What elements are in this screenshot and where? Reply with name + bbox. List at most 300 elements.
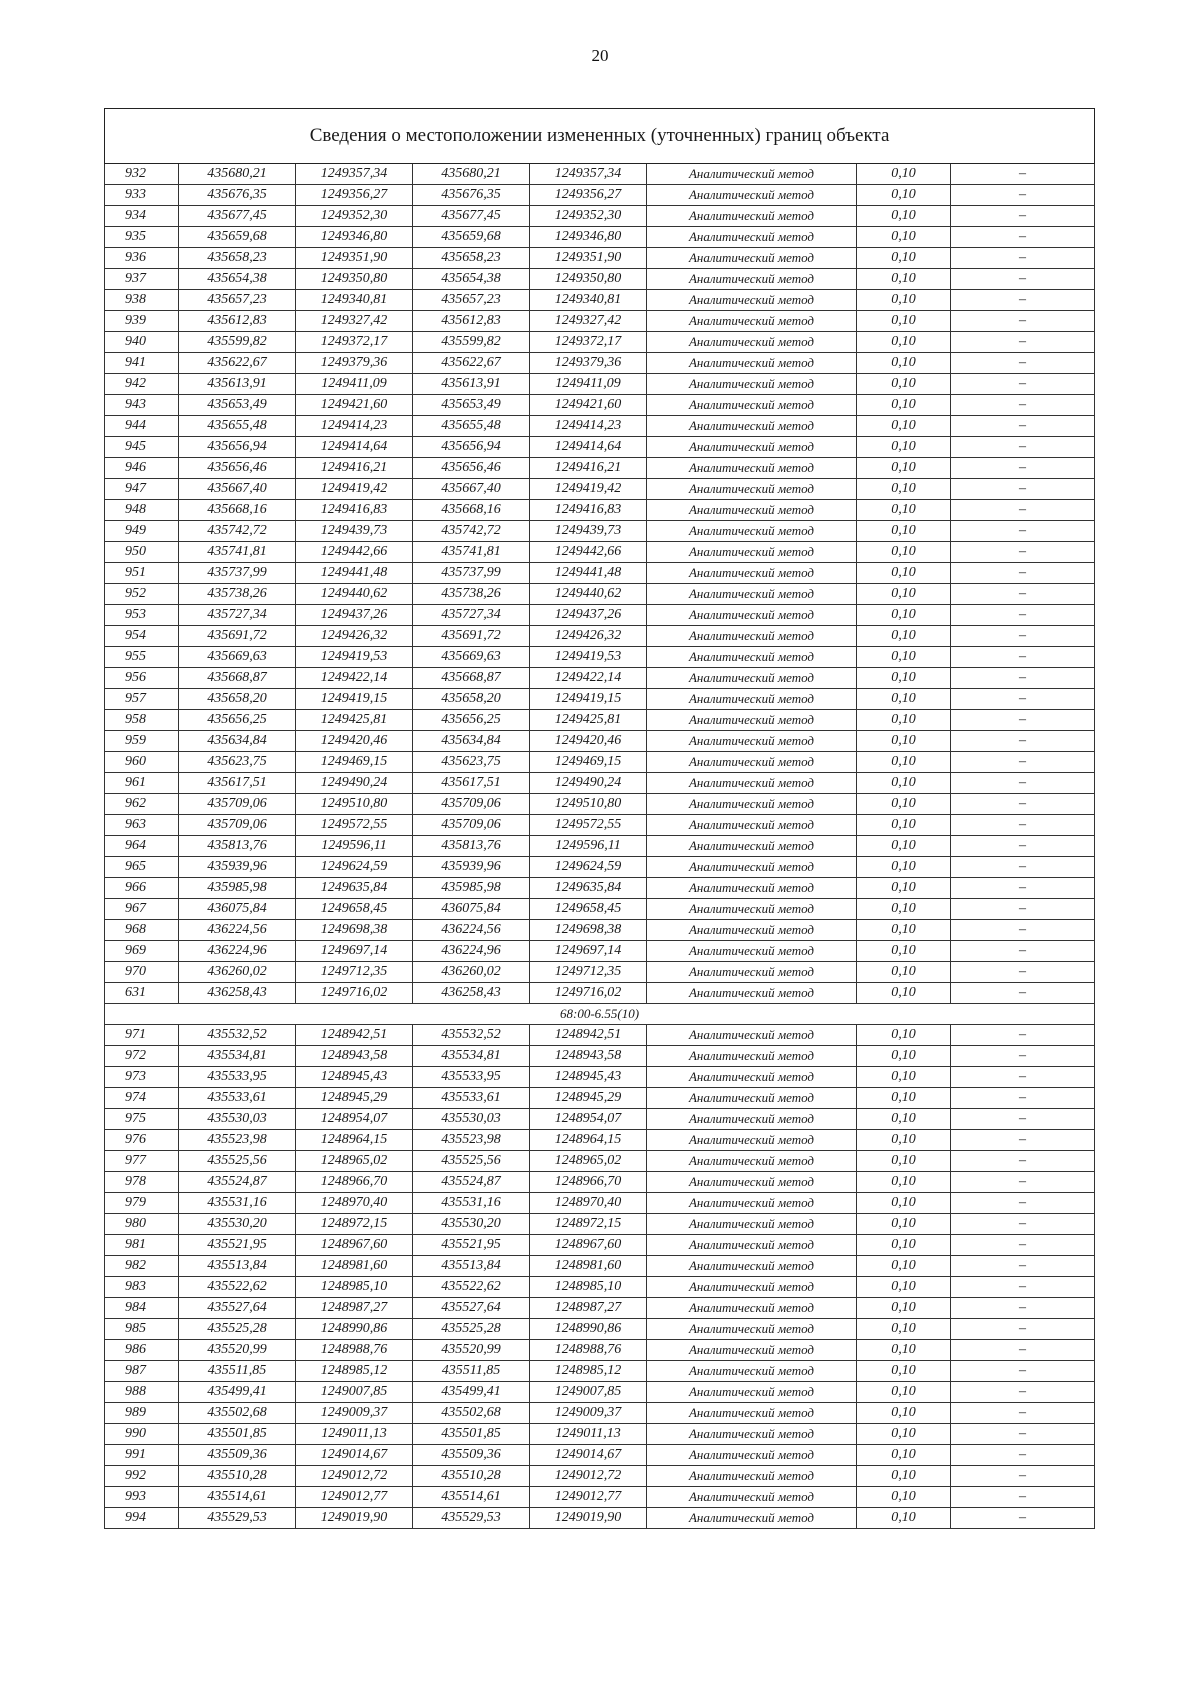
y-coord-new-cell: 1249441,48 — [530, 563, 647, 584]
x-coord-new-cell: 436075,84 — [413, 899, 530, 920]
accuracy-cell: 0,10 — [857, 416, 951, 437]
table-row — [105, 815, 1095, 836]
table-body — [105, 164, 1095, 1529]
x-coord-new-cell: 435612,83 — [413, 311, 530, 332]
y-coord-cell: 1249416,21 — [296, 458, 413, 479]
y-coord-cell: 1249340,81 — [296, 290, 413, 311]
dash-cell: – — [951, 647, 1095, 668]
y-coord-new-cell: 1248945,43 — [530, 1067, 647, 1088]
table-row — [105, 185, 1095, 206]
method-cell: Аналитический метод — [647, 1130, 857, 1151]
x-coord-cell: 435709,06 — [179, 794, 296, 815]
x-coord-new-cell: 435623,75 — [413, 752, 530, 773]
y-coord-cell: 1249019,90 — [296, 1508, 413, 1529]
table-row — [105, 1487, 1095, 1508]
accuracy-cell: 0,10 — [857, 1235, 951, 1256]
x-coord-new-cell: 435533,95 — [413, 1067, 530, 1088]
dash-cell: – — [951, 605, 1095, 626]
table-row — [105, 1025, 1095, 1046]
accuracy-cell: 0,10 — [857, 584, 951, 605]
y-coord-cell: 1248990,86 — [296, 1319, 413, 1340]
method-cell: Аналитический метод — [647, 1235, 857, 1256]
x-coord-new-cell: 435668,87 — [413, 668, 530, 689]
accuracy-cell: 0,10 — [857, 311, 951, 332]
dash-cell: – — [951, 1487, 1095, 1508]
point-number-cell: 983 — [105, 1277, 179, 1298]
x-coord-cell: 436260,02 — [179, 962, 296, 983]
accuracy-cell: 0,10 — [857, 605, 951, 626]
y-coord-cell: 1249658,45 — [296, 899, 413, 920]
accuracy-cell: 0,10 — [857, 1319, 951, 1340]
table-row — [105, 1235, 1095, 1256]
y-coord-cell: 1249440,62 — [296, 584, 413, 605]
table-row — [105, 647, 1095, 668]
method-cell: Аналитический метод — [647, 1487, 857, 1508]
y-coord-cell: 1249419,53 — [296, 647, 413, 668]
y-coord-new-cell: 1249414,64 — [530, 437, 647, 458]
method-cell: Аналитический метод — [647, 731, 857, 752]
table-row — [105, 1256, 1095, 1277]
x-coord-new-cell: 435613,91 — [413, 374, 530, 395]
point-number-cell: 950 — [105, 542, 179, 563]
y-coord-new-cell: 1249442,66 — [530, 542, 647, 563]
x-coord-cell: 436075,84 — [179, 899, 296, 920]
y-coord-new-cell: 1249421,60 — [530, 395, 647, 416]
accuracy-cell: 0,10 — [857, 1445, 951, 1466]
y-coord-new-cell: 1249350,80 — [530, 269, 647, 290]
dash-cell: – — [951, 1046, 1095, 1067]
point-number-cell: 954 — [105, 626, 179, 647]
x-coord-cell: 435525,56 — [179, 1151, 296, 1172]
point-number-cell: 946 — [105, 458, 179, 479]
y-coord-cell: 1248972,15 — [296, 1214, 413, 1235]
x-coord-new-cell: 435657,23 — [413, 290, 530, 311]
y-coord-new-cell: 1249019,90 — [530, 1508, 647, 1529]
y-coord-cell: 1249414,64 — [296, 437, 413, 458]
table-row — [105, 248, 1095, 269]
table-row — [105, 1403, 1095, 1424]
y-coord-new-cell: 1249351,90 — [530, 248, 647, 269]
dash-cell: – — [951, 479, 1095, 500]
y-coord-cell: 1249698,38 — [296, 920, 413, 941]
accuracy-cell: 0,10 — [857, 227, 951, 248]
point-number-cell: 994 — [105, 1508, 179, 1529]
y-coord-cell: 1248966,70 — [296, 1172, 413, 1193]
method-cell: Аналитический метод — [647, 668, 857, 689]
point-number-cell: 970 — [105, 962, 179, 983]
y-coord-new-cell: 1248942,51 — [530, 1025, 647, 1046]
table-row — [105, 353, 1095, 374]
table-row — [105, 836, 1095, 857]
x-coord-cell: 435680,21 — [179, 164, 296, 185]
x-coord-new-cell: 436258,43 — [413, 983, 530, 1004]
table-row — [105, 542, 1095, 563]
dash-cell: – — [951, 1466, 1095, 1487]
method-cell: Аналитический метод — [647, 941, 857, 962]
x-coord-cell: 435742,72 — [179, 521, 296, 542]
x-coord-cell: 435691,72 — [179, 626, 296, 647]
x-coord-cell: 435522,62 — [179, 1277, 296, 1298]
y-coord-new-cell: 1249009,37 — [530, 1403, 647, 1424]
y-coord-cell: 1249351,90 — [296, 248, 413, 269]
dash-cell: – — [951, 1508, 1095, 1529]
y-coord-cell: 1249624,59 — [296, 857, 413, 878]
point-number-cell: 962 — [105, 794, 179, 815]
point-number-cell: 986 — [105, 1340, 179, 1361]
point-number-cell: 972 — [105, 1046, 179, 1067]
dash-cell: – — [951, 1067, 1095, 1088]
method-cell: Аналитический метод — [647, 500, 857, 521]
y-coord-new-cell: 1249635,84 — [530, 878, 647, 899]
table-row — [105, 794, 1095, 815]
y-coord-cell: 1248945,29 — [296, 1088, 413, 1109]
method-cell: Аналитический метод — [647, 332, 857, 353]
table-row — [105, 332, 1095, 353]
table-row — [105, 500, 1095, 521]
dash-cell: – — [951, 248, 1095, 269]
method-cell: Аналитический метод — [647, 1172, 857, 1193]
y-coord-new-cell: 1249007,85 — [530, 1382, 647, 1403]
y-coord-new-cell: 1249419,15 — [530, 689, 647, 710]
table-row — [105, 731, 1095, 752]
y-coord-cell: 1249012,72 — [296, 1466, 413, 1487]
point-number-cell: 977 — [105, 1151, 179, 1172]
dash-cell: – — [951, 752, 1095, 773]
dash-cell: – — [951, 920, 1095, 941]
y-coord-new-cell: 1249011,13 — [530, 1424, 647, 1445]
accuracy-cell: 0,10 — [857, 290, 951, 311]
method-cell: Аналитический метод — [647, 794, 857, 815]
y-coord-cell: 1248943,58 — [296, 1046, 413, 1067]
table-row — [105, 1067, 1095, 1088]
dash-cell: – — [951, 1172, 1095, 1193]
x-coord-cell: 435529,53 — [179, 1508, 296, 1529]
method-cell: Аналитический метод — [647, 1424, 857, 1445]
method-cell: Аналитический метод — [647, 815, 857, 836]
x-coord-new-cell: 435499,41 — [413, 1382, 530, 1403]
point-number-cell: 933 — [105, 185, 179, 206]
x-coord-new-cell: 435634,84 — [413, 731, 530, 752]
x-coord-new-cell: 435691,72 — [413, 626, 530, 647]
table-row — [105, 626, 1095, 647]
table-row — [105, 374, 1095, 395]
x-coord-cell: 435525,28 — [179, 1319, 296, 1340]
point-number-cell: 964 — [105, 836, 179, 857]
y-coord-new-cell: 1249426,32 — [530, 626, 647, 647]
y-coord-new-cell: 1249510,80 — [530, 794, 647, 815]
y-coord-cell: 1248981,60 — [296, 1256, 413, 1277]
method-cell: Аналитический метод — [647, 479, 857, 500]
point-number-cell: 935 — [105, 227, 179, 248]
x-coord-new-cell: 435530,20 — [413, 1214, 530, 1235]
method-cell: Аналитический метод — [647, 1445, 857, 1466]
accuracy-cell: 0,10 — [857, 1151, 951, 1172]
x-coord-new-cell: 435667,40 — [413, 479, 530, 500]
point-number-cell: 956 — [105, 668, 179, 689]
accuracy-cell: 0,10 — [857, 857, 951, 878]
x-coord-new-cell: 436260,02 — [413, 962, 530, 983]
method-cell: Аналитический метод — [647, 563, 857, 584]
y-coord-cell: 1249007,85 — [296, 1382, 413, 1403]
table-row — [105, 1130, 1095, 1151]
y-coord-new-cell: 1249596,11 — [530, 836, 647, 857]
point-number-cell: 993 — [105, 1487, 179, 1508]
dash-cell: – — [951, 290, 1095, 311]
dash-cell: – — [951, 227, 1095, 248]
table-row — [105, 752, 1095, 773]
method-cell: Аналитический метод — [647, 395, 857, 416]
y-coord-cell: 1249350,80 — [296, 269, 413, 290]
x-coord-new-cell: 435669,63 — [413, 647, 530, 668]
point-number-cell: 936 — [105, 248, 179, 269]
y-coord-new-cell: 1248985,12 — [530, 1361, 647, 1382]
y-coord-new-cell: 1249420,46 — [530, 731, 647, 752]
x-coord-new-cell: 435532,52 — [413, 1025, 530, 1046]
y-coord-cell: 1248942,51 — [296, 1025, 413, 1046]
x-coord-cell: 435813,76 — [179, 836, 296, 857]
x-coord-cell: 435939,96 — [179, 857, 296, 878]
table-row — [105, 1340, 1095, 1361]
y-coord-new-cell: 1248943,58 — [530, 1046, 647, 1067]
method-cell: Аналитический метод — [647, 899, 857, 920]
point-number-cell: 966 — [105, 878, 179, 899]
y-coord-new-cell: 1249356,27 — [530, 185, 647, 206]
table-row — [105, 605, 1095, 626]
x-coord-new-cell: 435656,25 — [413, 710, 530, 731]
table-row — [105, 773, 1095, 794]
dash-cell: – — [951, 1382, 1095, 1403]
x-coord-new-cell: 435654,38 — [413, 269, 530, 290]
y-coord-cell: 1249490,24 — [296, 773, 413, 794]
x-coord-cell: 435520,99 — [179, 1340, 296, 1361]
dash-cell: – — [951, 668, 1095, 689]
accuracy-cell: 0,10 — [857, 206, 951, 227]
x-coord-new-cell: 435530,03 — [413, 1109, 530, 1130]
x-coord-new-cell: 435511,85 — [413, 1361, 530, 1382]
y-coord-cell: 1249439,73 — [296, 521, 413, 542]
accuracy-cell: 0,10 — [857, 458, 951, 479]
x-coord-cell: 435668,16 — [179, 500, 296, 521]
method-cell: Аналитический метод — [647, 920, 857, 941]
x-coord-new-cell: 435525,28 — [413, 1319, 530, 1340]
method-cell: Аналитический метод — [647, 1151, 857, 1172]
point-number-cell: 959 — [105, 731, 179, 752]
accuracy-cell: 0,10 — [857, 920, 951, 941]
table-row — [105, 899, 1095, 920]
y-coord-new-cell: 1248965,02 — [530, 1151, 647, 1172]
accuracy-cell: 0,10 — [857, 773, 951, 794]
x-coord-new-cell: 435523,98 — [413, 1130, 530, 1151]
y-coord-cell: 1249712,35 — [296, 962, 413, 983]
table-row — [105, 1277, 1095, 1298]
y-coord-new-cell: 1249327,42 — [530, 311, 647, 332]
x-coord-new-cell: 435524,87 — [413, 1172, 530, 1193]
accuracy-cell: 0,10 — [857, 1487, 951, 1508]
y-coord-new-cell: 1249469,15 — [530, 752, 647, 773]
table-row — [105, 437, 1095, 458]
y-coord-cell: 1249572,55 — [296, 815, 413, 836]
y-coord-cell: 1248954,07 — [296, 1109, 413, 1130]
table-row — [105, 416, 1095, 437]
table-row — [105, 1046, 1095, 1067]
y-coord-new-cell: 1249372,17 — [530, 332, 647, 353]
y-coord-cell: 1249346,80 — [296, 227, 413, 248]
table-row — [105, 1193, 1095, 1214]
y-coord-cell: 1249469,15 — [296, 752, 413, 773]
dash-cell: – — [951, 878, 1095, 899]
x-coord-new-cell: 435985,98 — [413, 878, 530, 899]
accuracy-cell: 0,10 — [857, 1109, 951, 1130]
dash-cell: – — [951, 353, 1095, 374]
method-cell: Аналитический метод — [647, 416, 857, 437]
y-coord-new-cell: 1248972,15 — [530, 1214, 647, 1235]
x-coord-cell: 435727,34 — [179, 605, 296, 626]
x-coord-cell: 435613,91 — [179, 374, 296, 395]
accuracy-cell: 0,10 — [857, 1298, 951, 1319]
x-coord-cell: 435521,95 — [179, 1235, 296, 1256]
x-coord-cell: 435532,52 — [179, 1025, 296, 1046]
accuracy-cell: 0,10 — [857, 1403, 951, 1424]
dash-cell: – — [951, 941, 1095, 962]
y-coord-cell: 1249442,66 — [296, 542, 413, 563]
y-coord-cell: 1249510,80 — [296, 794, 413, 815]
y-coord-new-cell: 1249437,26 — [530, 605, 647, 626]
y-coord-new-cell: 1249340,81 — [530, 290, 647, 311]
point-number-cell: 945 — [105, 437, 179, 458]
x-coord-new-cell: 435509,36 — [413, 1445, 530, 1466]
accuracy-cell: 0,10 — [857, 1214, 951, 1235]
y-coord-new-cell: 1249012,72 — [530, 1466, 647, 1487]
point-number-cell: 942 — [105, 374, 179, 395]
method-cell: Аналитический метод — [647, 1382, 857, 1403]
point-number-cell: 957 — [105, 689, 179, 710]
y-coord-new-cell: 1249352,30 — [530, 206, 647, 227]
method-cell: Аналитический метод — [647, 311, 857, 332]
table-row — [105, 857, 1095, 878]
accuracy-cell: 0,10 — [857, 353, 951, 374]
x-coord-new-cell: 435529,53 — [413, 1508, 530, 1529]
method-cell: Аналитический метод — [647, 1340, 857, 1361]
dash-cell: – — [951, 185, 1095, 206]
y-coord-cell: 1249012,77 — [296, 1487, 413, 1508]
method-cell: Аналитический метод — [647, 269, 857, 290]
accuracy-cell: 0,10 — [857, 689, 951, 710]
y-coord-cell: 1249425,81 — [296, 710, 413, 731]
x-coord-cell: 435502,68 — [179, 1403, 296, 1424]
table-row — [105, 920, 1095, 941]
table-row — [105, 206, 1095, 227]
method-cell: Аналитический метод — [647, 1319, 857, 1340]
y-coord-new-cell: 1248967,60 — [530, 1235, 647, 1256]
dash-cell: – — [951, 1445, 1095, 1466]
dash-cell: – — [951, 1319, 1095, 1340]
point-number-cell: 989 — [105, 1403, 179, 1424]
y-coord-cell: 1248988,76 — [296, 1340, 413, 1361]
y-coord-new-cell: 1249624,59 — [530, 857, 647, 878]
table-title-row — [105, 109, 1095, 164]
x-coord-new-cell: 435656,46 — [413, 458, 530, 479]
table-row — [105, 689, 1095, 710]
method-cell: Аналитический метод — [647, 521, 857, 542]
page-number: 20 — [591, 46, 609, 65]
point-number-cell: 939 — [105, 311, 179, 332]
point-number-cell: 978 — [105, 1172, 179, 1193]
y-coord-cell: 1249009,37 — [296, 1403, 413, 1424]
method-cell: Аналитический метод — [647, 1067, 857, 1088]
accuracy-cell: 0,10 — [857, 500, 951, 521]
accuracy-cell: 0,10 — [857, 1256, 951, 1277]
point-number-cell: 960 — [105, 752, 179, 773]
y-coord-new-cell: 1249414,23 — [530, 416, 647, 437]
x-coord-new-cell: 435502,68 — [413, 1403, 530, 1424]
table-row — [105, 1298, 1095, 1319]
x-coord-new-cell: 435658,20 — [413, 689, 530, 710]
y-coord-new-cell: 1249440,62 — [530, 584, 647, 605]
y-coord-cell: 1249421,60 — [296, 395, 413, 416]
x-coord-cell: 435668,87 — [179, 668, 296, 689]
method-cell: Аналитический метод — [647, 584, 857, 605]
y-coord-cell: 1249596,11 — [296, 836, 413, 857]
x-coord-new-cell: 435658,23 — [413, 248, 530, 269]
x-coord-cell: 435530,03 — [179, 1109, 296, 1130]
method-cell: Аналитический метод — [647, 710, 857, 731]
accuracy-cell: 0,10 — [857, 185, 951, 206]
point-number-cell: 975 — [105, 1109, 179, 1130]
x-coord-cell: 435534,81 — [179, 1046, 296, 1067]
method-cell: Аналитический метод — [647, 647, 857, 668]
dash-cell: – — [951, 374, 1095, 395]
method-cell: Аналитический метод — [647, 1256, 857, 1277]
x-coord-new-cell: 435533,61 — [413, 1088, 530, 1109]
x-coord-cell: 435634,84 — [179, 731, 296, 752]
table-row — [105, 164, 1095, 185]
accuracy-cell: 0,10 — [857, 1067, 951, 1088]
x-coord-new-cell: 435520,99 — [413, 1340, 530, 1361]
y-coord-cell: 1249697,14 — [296, 941, 413, 962]
accuracy-cell: 0,10 — [857, 1508, 951, 1529]
y-coord-cell: 1249357,34 — [296, 164, 413, 185]
accuracy-cell: 0,10 — [857, 563, 951, 584]
point-number-cell: 969 — [105, 941, 179, 962]
method-cell: Аналитический метод — [647, 1046, 857, 1067]
x-coord-cell: 435677,45 — [179, 206, 296, 227]
dash-cell: – — [951, 626, 1095, 647]
y-coord-cell: 1249379,36 — [296, 353, 413, 374]
y-coord-new-cell: 1248988,76 — [530, 1340, 647, 1361]
dash-cell: – — [951, 773, 1095, 794]
table-title: Сведения о местоположении измененных (уточненных) границ объекта — [105, 109, 1095, 164]
point-number-cell: 943 — [105, 395, 179, 416]
dash-cell: – — [951, 1403, 1095, 1424]
boundary-table — [104, 108, 1095, 1529]
dash-cell: – — [951, 437, 1095, 458]
y-coord-new-cell: 1249698,38 — [530, 920, 647, 941]
accuracy-cell: 0,10 — [857, 878, 951, 899]
method-cell: Аналитический метод — [647, 1466, 857, 1487]
x-coord-new-cell: 435617,51 — [413, 773, 530, 794]
table-row — [105, 227, 1095, 248]
dash-cell: – — [951, 1130, 1095, 1151]
x-coord-new-cell: 435741,81 — [413, 542, 530, 563]
accuracy-cell: 0,10 — [857, 1424, 951, 1445]
method-cell: Аналитический метод — [647, 458, 857, 479]
y-coord-new-cell: 1249379,36 — [530, 353, 647, 374]
y-coord-cell: 1249422,14 — [296, 668, 413, 689]
table-row — [105, 584, 1095, 605]
section-label: 68:00-6.55(10) — [105, 1004, 1095, 1025]
point-number-cell: 976 — [105, 1130, 179, 1151]
x-coord-cell: 435737,99 — [179, 563, 296, 584]
